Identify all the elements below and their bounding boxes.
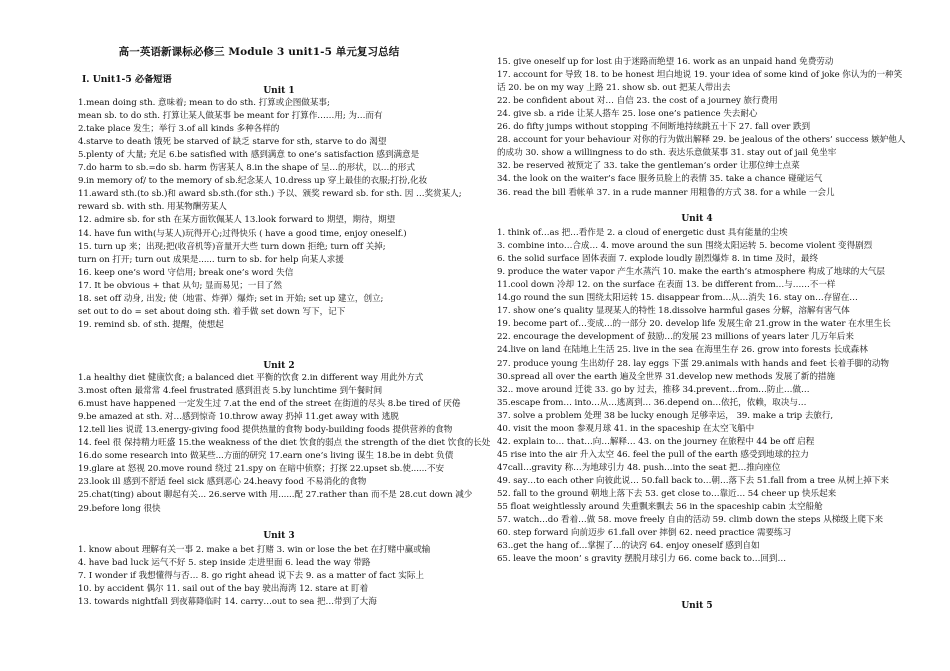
unit-heading: Unit 4 [681,214,713,224]
phrase-line: 55 float weightlessly around 失重飘来飘去 56 in the spaceship cabin 太空船舱 [497,502,823,513]
phrase-line: 6.must have happened 一定发生过 7.at the end of the street 在街道的尽头 8.be tired of 厌倦 [78,399,461,410]
phrase-line: 57. watch…do 看着…做 58. move freely 自由的活动 59. climb down the steps 从梯级上爬下来 [497,515,884,526]
phrase-line: 12. admire sb. for sth 在某方面钦佩某人 13.look forward to 期望，期待，期望 [78,215,396,226]
unit-heading: Unit 2 [263,361,295,371]
phrase-line: 52. fall to the ground 朝地上落下去 53. get close to…靠近… 54 cheer up 快乐起来 [497,489,837,499]
unit-heading: Unit 1 [263,86,295,96]
phrase-line: 1. know about 理解有关一事 2. make a bet 打赌 3. win or lose the bet 在打赌中赢或输 [78,545,431,555]
phrase-line: 9. produce the water vapor 产生水蒸汽 10. make the earth’s atmosphere 构成了地球的大气层 [497,267,885,278]
phrase-line: 17. show one’s quality 显现某人的特性 18.dissolve harmful gases 分解，溶解有害气体 [497,306,850,317]
phrase-line: 15. give oneself up for lost 由于迷路而绝望 16. work as an unpaid hand 免费劳动 [497,57,834,67]
phrase-line: 24. give sb. a ride 让某人搭车 25. lose one’s patience 失去耐心 [497,109,758,120]
phrase-line: reward sb. with sth. 用某物酬劳某人 [78,202,227,213]
phrase-line: 27. produce young 生出幼仔 28. lay eggs 下蛋 29.animals with hands and feet 长着手脚的动物 [497,358,889,369]
phrase-line: 5.plenty of 大量; 充足 6.be satisfied with 感到满意 to one’s satisfaction 感到满意是 [78,150,420,161]
phrase-line: 34. the look on the waiter’s face 服务员脸上的表情 35. take a chance 碰碰运气 [497,174,823,185]
phrase-line: 32. be reserved 被预定了 33. take the gentleman’s order 让那位绅士点菜 [497,161,800,172]
phrase-line: 2.take place 发生；举行 3.of all kinds 多种各样的 [78,124,280,135]
phrase-line: 14. feel 很 保持精力旺盛 15.the weakness of the diet 饮食的弱点 the strength of the diet 饮食的长处 [78,438,491,449]
phrase-line: 4. have bad luck 运气不好 5. step inside 走进里面 6. lead the way 带路 [78,558,371,569]
phrase-line: 12.tell lies 说谎 13.energy-giving food 提供热量的食物 body-building foods 提供营养的食物 [78,425,453,436]
phrase-line: 40. visit the moon 参观月球 41. in the spaceship 在太空飞船中 [497,423,755,434]
phrase-line: 10. by accident 偶尔 11. sail out of the bay 驶出海湾 12. stare at 盯着 [78,584,369,595]
phrase-line: 65. leave the moon’ s gravity 摆脱月球引力 66. come back to…回到… [497,554,787,565]
phrase-line: 29.before long 很快 [78,503,161,514]
phrase-line: 3. combine into…合成… 4. move around the sun 围绕太阳运转 5. become violent 变得剧烈 [497,241,873,252]
phrase-line: 6. the solid surface 固体表面 7. explode loudly 剧烈爆炸 8. in time 及时，最终 [497,254,818,265]
phrase-line: 1.mean doing sth. 意味着; mean to do sth. 打算或企图做某事; [78,98,330,108]
phrase-line: 37. solve a problem 处理 38 be lucky enough 足够幸运， 39. make a trip 去旅行, [497,410,834,421]
phrase-line: 4.starve to death 饿死 be starved of 缺乏 starve for sth, starve to do 渴望 [78,137,387,148]
phrase-line: 42. explain to… that…向…解释… 43. on the journey 在旅程中 44 be off 启程 [497,436,815,447]
phrase-line: 47call…gravity 称…为地球引力 48. push…into the seat 把…推向座位 [497,462,781,473]
phrase-line: 7. I wonder if 我想懂得与否… 8. go right ahead 说下去 9. as a matter of fact 实际上 [78,571,424,582]
phrase-line: 26. do fifty jumps without stopping 不间断地持续跳五十下 27. fall over 跌到 [497,122,811,133]
phrase-line: 7.do harm to sb.=do sb. harm 伤害某人 8.in the shape of 呈…的形状，以…的形式 [78,163,415,174]
phrase-line: 25.chat(ting) about 聊起有关... 26.serve with 用......配 27.rather than 而不是 28.cut down 减少 [78,490,473,501]
phrase-line: 18. set off 动身, 出发; 使（地雷、炸弹）爆炸; set in 开始; set up 建立，创立; [78,293,384,304]
phrase-line: 28. account for your behaviour 对你的行为做出解释 29. be jealous of the others’ success 嫉妒他人 [497,135,906,146]
unit-heading: Unit 5 [681,601,713,611]
phrase-line: 9.be amazed at sth. 对…感到惊奇 10.throw away 扔掉 11.get away with 逃脱 [78,412,399,423]
phrase-line: 36. read the bill 看帐单 37. in a rude manner 用粗鲁的方式 38. for a while 一会儿 [497,187,835,198]
phrase-line: 11.cool down 冷却 12. on the surface 在表面 13. be different from…与……不一样 [497,280,836,291]
phrase-line: 19. become part of…变成…的一部分 20. develop life 发展生命 21.grow in the water 在水里生长 [497,319,891,330]
phrase-line: 14.go round the sun 围绕太阳运转 15. disappear from…从…消失 16. stay on…存留在… [497,293,858,304]
phrase-line: 话 20. be on my way 上路 21. show sb. out 把某人带出去 [497,83,731,94]
phrase-line: 49. say…to each other 向彼此说… 50.fall back to…朝…落下去 51.fall from a tree 从树上掉下来 [497,475,889,486]
phrase-line: turn on 打开; turn out 成果是...... turn to sb. for help 向某人求援 [78,254,344,265]
phrase-line: 16. keep one’s word 守信用; break one’s word 失信 [78,267,294,278]
phrase-line: 1. think of…as 把…看作是 2. a cloud of energetic dust 具有能量的尘埃 [497,228,788,238]
phrase-line: 22. encourage the development of 鼓励…的发展 23 millions of years later 几万年后来 [497,332,854,343]
phrase-line: 32.. move around 迁徙 33. go by 过去，推移 34.prevent…from…防止…做… [497,384,810,395]
phrase-line: 19.glare at 怒视 20.move round 绕过 21.spy on 在暗中侦察；打探 22.upset sb.使......不安 [78,464,445,475]
phrase-line: set out to do = set about doing sth. 着手做 set down 写下，记下 [78,306,346,317]
phrase-line: 63..get the hang of…掌握了…的诀窍 64. enjoy oneself 感到自如 [497,541,760,552]
phrase-line: 14. have fun with(与某人)玩得开心;过得快乐 ( have a good time, enjoy oneself.) [78,228,407,239]
phrase-line: 13. towards nightfall 到夜幕降临时 14. carry…out to sea 把…带到了大海 [78,597,377,608]
section-heading: I. Unit1-5 必备短语 [82,74,172,85]
phrase-line: 24.live on land 在陆地上生活 25. live in the sea 在海里生存 26. grow into forests 长成森林 [497,345,868,356]
phrase-line: 35.escape from… into…从…逃离到… 36.depend on…依托，依赖，取决与… [497,397,807,408]
phrase-line: 60. step forward 向前迈步 61.fall over 摔倒 62. need practice 需要练习 [497,528,792,539]
phrase-line: 1.a healthy diet 健康饮食; a balanced diet 平衡的饮食 2.in different way 用此外方式 [78,373,424,383]
phrase-line: mean sb. to do sth. 打算让某人做某事 be meant for 打算作……用; 为…而有 [78,111,383,122]
phrase-line: 17. account for 导致 18. to be honest 坦白地说 19. your idea of some kind of joke 你认为的一种笑 [497,70,903,81]
phrase-line: 45 rise into the air 升入太空 46. feel the pull of the earth 感受到地球的拉力 [497,449,809,460]
phrase-line: 16.do some research into 做某些...方面的研究 17.earn one’s living 谋生 18.be in debt 负债 [78,451,454,462]
phrase-line: 23.look ill 感到不舒适 feel sick 感到恶心 24.heavy food 不易消化的食物 [78,477,367,488]
document-title: 高一英语新课标必修三 Module 3 unit1-5 单元复习总结 [118,46,400,58]
phrase-line: 11.award sth.(to sb.)和 award sb.sth.(for sth.) 予以、颁奖 reward sb. for sth. 因 …奖赏某人; [78,189,462,200]
phrase-line: 15. turn up 来；出现;把(收音机等)音量开大些 turn down 拒绝; turn off 关掉; [78,241,386,252]
phrase-line: 17. It be obvious + that 从句; 显而易见；一目了然 [78,280,282,291]
phrase-line: 30.spread all over the earth 遍及全世界 31.develop new methods 发展了新的措施 [497,371,835,382]
unit-heading: Unit 3 [263,531,295,541]
phrase-line: 9.in memory of/ to the memory of sb.纪念某人 10.dress up 穿上最佳的衣服;打扮,化妆 [78,176,428,187]
phrase-line: 的成功 30. show a willingness to do sth. 表达乐意做某事 31. stay out of jail 免坐牢 [497,148,837,159]
phrase-line: 3.most often 最常常 4.feel frustrated 感到沮丧 5.by lunchtime 到午餐时间 [78,386,383,397]
phrase-line: 22. be confident about 对… 自信 23. the cost of a journey 旅行费用 [497,96,778,107]
phrase-line: 19. remind sb. of sth. 提醒，使想起 [78,319,224,330]
